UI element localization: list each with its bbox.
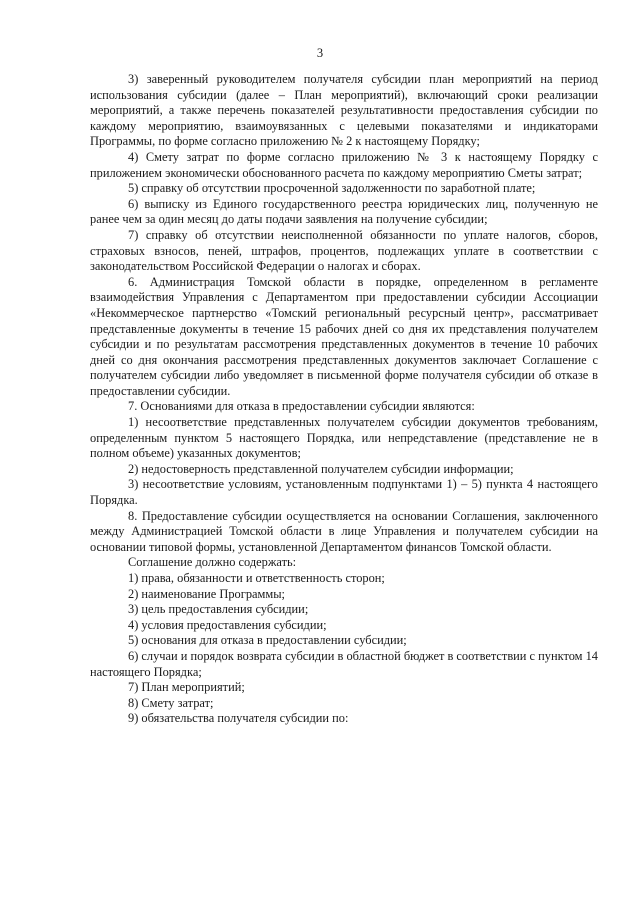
paragraph-section-7-refusal-grounds: 7. Основаниями для отказа в предоставлении субсидии являются: [128, 399, 475, 414]
paragraph-section-8-agreement: 8. Предоставление субсидии осуществляется на основании Соглашения, заключенного между Администрацией Томской области в лице Управления и получателем субсидии на основании типовой формы, установленной Департаментом финансов Томской области. [90, 508, 598, 554]
paragraph-refusal-1: 1) несоответствие представленных получателем субсидии документов требованиям, определенным пунктом 5 настоящего Порядка, или непредставление (представление не в полном объеме) указанных документов; [90, 415, 598, 461]
paragraph-item-7-tax-certificate: 7) справку об отсутствии неисполненной обязанности по уплате налогов, сборов, страховых взносов, пеней, штрафов, процентов, подлежащих уплате в соответствии с законодательством Российской Федерации о налогах и сборах. [90, 227, 598, 274]
paragraph-agreement-4: 4) условия предоставления субсидии; [128, 617, 327, 632]
paragraph-agreement-7: 7) План мероприятий; [128, 680, 245, 695]
paragraph-agreement-contents-intro: Соглашение должно содержать: [128, 555, 297, 570]
paragraph-agreement-3: 3) цель предоставления субсидии; [128, 602, 309, 617]
paragraph-refusal-2: 2) недостоверность представленной получателем субсидии информации; [128, 461, 514, 476]
document-body [90, 72, 598, 727]
paragraph-item-3-action-plan: 3) заверенный руководителем получателя субсидии план мероприятий на период использования субсидии (далее – План мероприятий), включающий сроки реализации мероприятий, а также перечень показателей результативности предоставления субсидии по каждому мероприятию, взаимоувязанных с целевыми показателями и индикаторами Программы, по форме согласно приложению № 2 к настоящему Порядку; [90, 72, 598, 149]
paragraph-agreement-5: 5) основания для отказа в предоставлении субсидии; [128, 633, 407, 648]
paragraph-item-5-salary-debt-certificate: 5) справку об отсутствии просроченной задолженности по заработной плате; [128, 181, 536, 196]
paragraph-agreement-6: 6) случаи и порядок возврата субсидии в областной бюджет в соответствии с пунктом 14 настоящего Порядка; [90, 648, 598, 679]
paragraph-section-6-review: 6. Администрация Томской области в порядке, определенном в регламенте взаимодействия Управления с Департаментом при предоставлении субсидии Ассоциации «Некоммерческое партнерство «Томский региональный ресурсный центр», рассматривает представленные документы в течение 15 рабочих дней со дня их представления получателем субсидии и по результатам рассмотрения представленных документов в течение 10 рабочих дней со дня окончания рассмотрения представленных документов заключает Соглашение с получателем субсидии либо уведомляет в письменной форме получателя субсидии об отказе в предоставлении субсидии. [90, 274, 598, 398]
page-number: 3 [316, 46, 324, 60]
paragraph-agreement-9: 9) обязательства получателя субсидии по: [128, 711, 349, 726]
paragraph-agreement-1: 1) права, обязанности и ответственность сторон; [128, 571, 385, 585]
paragraph-item-4-cost-estimate: 4) Смету затрат по форме согласно приложению № 3 к настоящему Порядку с приложением экономически обоснованного расчета по каждому мероприятию Сметы затрат; [90, 149, 598, 180]
paragraph-agreement-8: 8) Смету затрат; [128, 695, 214, 710]
paragraph-item-6-registry-extract: 6) выписку из Единого государственного реестра юридических лиц, полученную не ранее чем за один месяц до даты подачи заявления на получение субсидии; [90, 196, 598, 227]
paragraph-agreement-2: 2) наименование Программы; [128, 586, 285, 601]
paragraph-refusal-3: 3) несоответствие условиям, установленным подпунктами 1) – 5) пункта 4 настоящего Порядка. [90, 477, 598, 508]
